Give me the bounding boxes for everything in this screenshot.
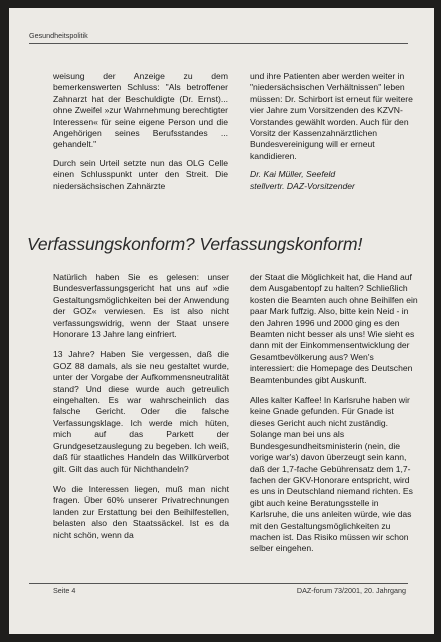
footer-rule (29, 583, 408, 584)
article2-right-column (250, 272, 420, 564)
article2-left-column (53, 272, 229, 550)
signature (250, 169, 420, 192)
article1-right-column (250, 71, 420, 192)
paragraph: der Staat die Möglichkeit hat, die Hand auf dem Ausgabentopf zu halten? Schließlich kosten die Beamten auch ohne Beihilfen ein paar Mark fuffzig. Also, bitte kein Neid - in den Jahren 1996 und 2000 ging es den Beamten nicht besser als uns! Wie sieht es dann mit der Einkommensentwicklung der Gesamtbevölkerung aus? Wen's interessiert: die Homepage des Deutschen Beamtenbundes gibt Auskunft. (250, 272, 418, 385)
publication-info: DAZ-forum 73/2001, 20. Jahrgang (296, 586, 406, 595)
document-page (9, 8, 434, 634)
article1-left-column (53, 71, 228, 199)
paragraph: und ihre Patienten aber werden weiter in "niedersächsischen Verhältnissen" leben müssen: Dr. Schirbort ist erneut für weitere vier Jahre zum Vorsitzenden des KZVN-Vorstandes gewählt worden. Auch für den Vorsitz der Kassenzahnärztlichen Bundesvereinigung will er erneut kandidieren. (250, 71, 413, 161)
header-rule (29, 43, 408, 44)
paragraph: Alles kalter Kaffee! In Karlsruhe haben wir keine Gnade gefunden. Für Gnade ist dieses Gericht auch nicht zuständig. Solange man bei uns als Bundesgesundheitsministerin (nein, die vorige war's) davon überzeugt sein kann, daß der 1,7-fache Gebührensatz dem 1,7-fachen der GKV-Honorare entspricht, wird es uns in Deutschland niemand richten. Es gibt auch keine Beratungsstelle in Karlsruhe, die uns anleiten würde, wie das mit den Gestaltungsmöglichkeiten zu machen ist. Das Risiko müssen wir schon selber eingehen. (250, 395, 413, 554)
article-title: Verfassungskonform? Verfassungskonform! (27, 234, 363, 254)
signature-role: stellvertr. DAZ-Vorsitzender (250, 180, 355, 191)
paragraph: Wo die Interessen liegen, muß man nicht fragen. Über 60% unserer Privatrechnungen landen zur Erstattung bei den Beihilfestellen, belasten also den Staatssäckel. Ist es da nicht schön, wenn da (53, 483, 229, 540)
page-number: Seite 4 (53, 586, 76, 595)
paragraph: Durch sein Urteil setzte nun das OLG Celle einen Schlusspunkt unter den Streit. Die niedersächsischen Zahnärzte (53, 157, 228, 191)
signature-name: Dr. Kai Müller, Seefeld (250, 169, 336, 180)
section-header: Gesundheitspolitik (29, 31, 88, 40)
paragraph: weisung der Anzeige zu dem bemerkenswerten Schluss: "Als betroffener Zahnarzt hat der Beschuldigte (Dr. Ernst)... ohne Zweifel »zur Wahrnehmung berechtigter Interessen« für seine eigene Person und die Angehörigen seines Berufsstandes ... gehandelt." (53, 71, 228, 150)
paragraph: 13 Jahre? Haben Sie vergessen, daß die GOZ 88 damals, als sie neu gestaltet wurde, unter der Vorgabe der Aufkommensneutralität stand? Und diese wurde auch getreulich eingehalten. Es war wahrscheinlich das falsche Gericht. Oder die falsche Verfassungsklage. Ich werde mich hüten, mich auf das Parkett der Grundgesetzauslegung zu begeben. Ich weiß, daß für staatliches Handeln das Willkürverbot gilt. Gilt das auch für Nichthandeln? (53, 349, 229, 474)
paragraph: Natürlich haben Sie es gelesen: unser Bundesverfassungsgericht hat uns auf »die Gestaltungsmöglichkeiten bei der Anwendung der GOZ« verwiesen. Es ist also nicht verfassungswidrig, wenn der Staat unsere Honorare 13 Jahre lang einfriert. (53, 272, 229, 340)
